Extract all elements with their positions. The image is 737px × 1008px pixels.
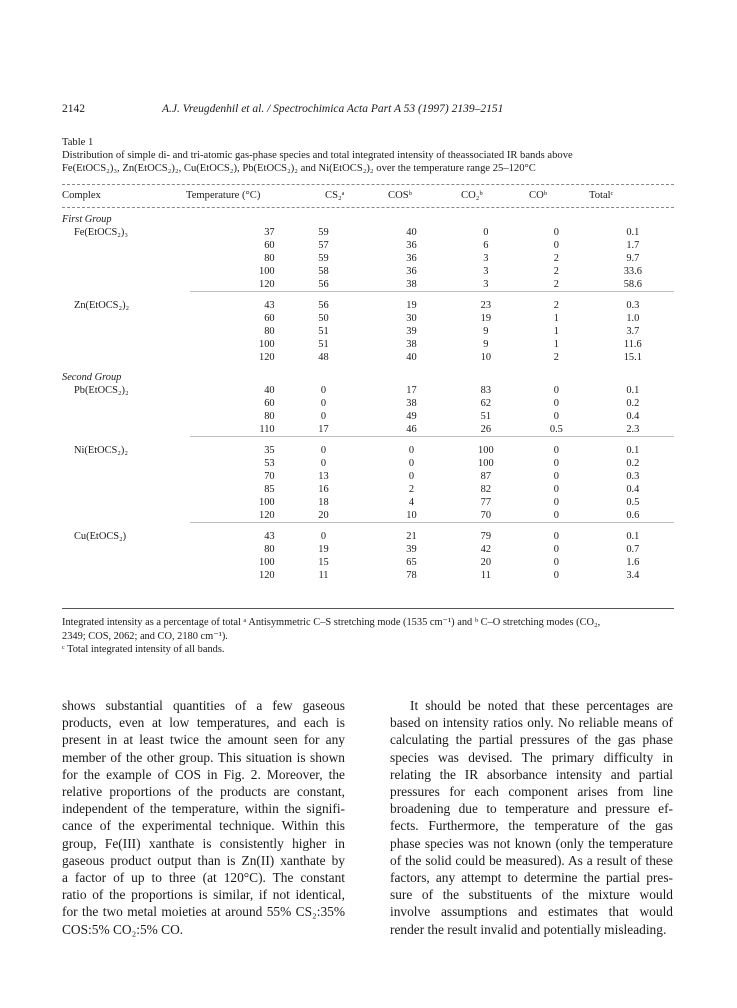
cos-cell: 39 xyxy=(406,544,417,555)
table-row xyxy=(62,543,674,556)
co-cell: 0 xyxy=(553,411,559,422)
cs2-cell: 51 xyxy=(318,326,329,337)
temperature-cell: 80 xyxy=(264,544,275,555)
data-table xyxy=(62,213,674,582)
cos-cell: 10 xyxy=(406,510,417,521)
total-cell: 0.4 xyxy=(626,411,640,422)
header-cs2: CS₂ᵃ xyxy=(325,190,345,201)
complex-name-cell xyxy=(62,496,190,509)
total-cell: 2.3 xyxy=(626,424,640,435)
complex-name-cell xyxy=(62,252,190,265)
body-text-line: involve assumptions and estimates that would xyxy=(390,904,673,920)
temperature-cell: 100 xyxy=(259,339,275,350)
co-cell: 2 xyxy=(553,279,559,290)
temperature-cell: 35 xyxy=(264,445,275,456)
table-row xyxy=(62,470,674,483)
cs2-cell: 11 xyxy=(318,570,329,581)
complex-name-cell xyxy=(62,265,190,278)
temperature-cell: 53 xyxy=(264,458,275,469)
temperature-cell: 85 xyxy=(264,484,275,495)
complex-name-cell xyxy=(62,312,190,325)
complex-name-cell xyxy=(62,423,190,437)
body-text-line: for the example of COS in Fig. 2. Moreover, the xyxy=(62,766,345,782)
row-separator xyxy=(62,523,674,531)
table-row xyxy=(62,483,674,496)
complex-name-cell xyxy=(62,509,190,523)
header-total: Totalᶜ xyxy=(589,190,614,201)
table-caption-line-2: Fe(EtOCS₂)₃, Zn(EtOCS₂)₂, Cu(EtOCS₂), Pb(EtOCS₂)₂ and Ni(EtOCS₂)₂ over the temperature range 25–120°C xyxy=(62,163,536,175)
table-row xyxy=(62,397,674,410)
total-cell: 0.6 xyxy=(626,510,640,521)
co-cell: 0 xyxy=(553,445,559,456)
co-cell: 0 xyxy=(553,557,559,568)
table-row xyxy=(62,384,674,397)
cos-cell: 40 xyxy=(406,227,417,238)
group-label: Second Group xyxy=(62,372,122,383)
cs2-cell: 0 xyxy=(320,385,327,396)
cos-cell: 36 xyxy=(406,253,417,264)
cs2-cell: 19 xyxy=(318,544,329,555)
complex-name-cell xyxy=(62,325,190,338)
body-text-line: independent of the temperature, within the signifi- xyxy=(62,801,345,817)
co2-cell: 6 xyxy=(483,240,489,251)
co-cell: 0 xyxy=(553,471,559,482)
table-top-rule xyxy=(62,184,674,185)
cos-cell: 0 xyxy=(408,445,415,456)
body-text-line: It should be noted that these percentages are xyxy=(410,698,673,713)
total-cell: 0.1 xyxy=(626,385,640,396)
co2-cell: 26 xyxy=(480,424,492,435)
temperature-cell: 37 xyxy=(264,227,275,238)
co-cell: 0 xyxy=(553,385,559,396)
table-row xyxy=(62,457,674,470)
body-text-line: based on intensity ratios only. No reliable means of xyxy=(390,715,673,731)
body-text-line: products, even at low temperatures, and each is xyxy=(62,715,345,731)
row-separator xyxy=(62,364,674,371)
cos-cell: 46 xyxy=(406,424,417,435)
complex-name-cell xyxy=(62,470,190,483)
complex-name-cell: Cu(EtOCS₂) xyxy=(74,531,127,542)
total-cell: 9.7 xyxy=(626,253,640,264)
separator-line xyxy=(190,364,674,371)
cos-cell: 0 xyxy=(408,471,415,482)
body-text-line: species was devised. The primary difficulty in xyxy=(390,749,673,765)
table-row xyxy=(62,338,674,351)
footnote-line-1: Integrated intensity as a percentage of total ᵃ Antisymmetric C–S stretching mode (1535 cm⁻¹) and ᵇ C–O stretching modes (CO₂, xyxy=(62,617,601,628)
cos-cell: 65 xyxy=(406,557,417,568)
temperature-cell: 60 xyxy=(264,240,275,251)
co-cell: 0 xyxy=(553,484,559,495)
table-row xyxy=(62,509,674,523)
cos-cell: 49 xyxy=(406,411,417,422)
cos-cell: 38 xyxy=(406,398,417,409)
total-cell: 3.4 xyxy=(626,570,640,581)
complex-name-cell xyxy=(62,278,190,292)
body-text-line: render the result invalid and potentially misleading. xyxy=(390,921,667,937)
group-label: First Group xyxy=(62,214,112,225)
co2-cell: 51 xyxy=(480,411,492,422)
body-text-line: ratio of the proportions is similar, if not identical, xyxy=(62,887,345,903)
total-cell: 0.1 xyxy=(626,445,640,456)
body-text-line: COS:5% CO₂:5% CO. xyxy=(62,921,184,937)
complex-name-cell xyxy=(62,397,190,410)
total-cell: 58.6 xyxy=(623,279,642,290)
cs2-cell: 16 xyxy=(318,484,329,495)
cs2-cell: 57 xyxy=(318,240,329,251)
co2-cell: 82 xyxy=(480,484,492,495)
table-bottom-rule xyxy=(62,608,674,609)
body-text-line: broadening due to temperature and pressure ef- xyxy=(390,801,673,817)
group-label-row xyxy=(62,371,674,384)
complex-name-cell xyxy=(62,351,190,364)
table-row xyxy=(62,252,674,265)
temperature-cell: 43 xyxy=(264,531,275,542)
co-cell: 0 xyxy=(553,458,559,469)
cs2-cell: 50 xyxy=(318,313,329,324)
journal-citation: A.J. Vreugdenhil et al. / Spectrochimica Acta Part A 53 (1997) 2139–2151 xyxy=(162,103,504,115)
temperature-cell: 70 xyxy=(264,471,275,482)
body-text-line: cance of the experimental technique. Within this xyxy=(62,818,345,834)
cos-cell: 0 xyxy=(408,458,415,469)
complex-name-cell xyxy=(62,457,190,470)
cos-cell: 4 xyxy=(408,497,415,508)
separator-cell xyxy=(62,523,190,531)
cos-cell: 78 xyxy=(406,570,417,581)
co2-cell: 3 xyxy=(483,266,489,277)
body-text-line: relative proportions of the products are constant, xyxy=(62,784,345,800)
cs2-cell: 59 xyxy=(318,253,329,264)
cs2-cell: 0 xyxy=(320,458,327,469)
co-cell: 0 xyxy=(553,398,559,409)
total-cell: 1.7 xyxy=(626,240,640,251)
table-row xyxy=(62,226,674,239)
cos-cell: 36 xyxy=(406,266,417,277)
co2-cell: 10 xyxy=(480,352,492,363)
co-cell: 0 xyxy=(553,510,559,521)
complex-name-cell: Ni(EtOCS₂)₂ xyxy=(74,445,129,456)
co2-cell: 42 xyxy=(480,544,492,555)
co2-cell: 100 xyxy=(478,445,494,456)
cs2-cell: 15 xyxy=(318,557,329,568)
complex-name-cell xyxy=(62,239,190,252)
body-text-line: of the solid could be measured). As a result of these xyxy=(390,852,673,868)
total-cell: 0.7 xyxy=(626,544,640,555)
cos-cell: 30 xyxy=(406,313,417,324)
co2-cell: 9 xyxy=(483,326,489,337)
footnote-line-3: ᶜ Total integrated intensity of all bands. xyxy=(62,644,225,655)
body-text-line: for the two metal moieties at around 55% CS₂:35% xyxy=(62,904,345,920)
cs2-cell: 0 xyxy=(320,398,327,409)
co-cell: 0 xyxy=(553,227,559,238)
cos-cell: 2 xyxy=(408,484,415,495)
table-row xyxy=(62,325,674,338)
cs2-cell: 0 xyxy=(320,411,327,422)
header-cos: COSᵇ xyxy=(388,190,412,201)
total-cell: 3.7 xyxy=(626,326,640,337)
body-text-line: fects. Furthermore, the temperature of the gas xyxy=(390,818,673,834)
table-header-rule xyxy=(62,207,674,208)
co-cell: 0 xyxy=(553,531,559,542)
total-cell: 0.2 xyxy=(626,458,640,469)
temperature-cell: 100 xyxy=(259,266,275,277)
cos-cell: 38 xyxy=(406,279,417,290)
separator-cell xyxy=(62,437,190,445)
table-row xyxy=(62,265,674,278)
body-text-line: present in at least twice the amount seen for any xyxy=(62,732,345,748)
separator-line xyxy=(190,437,674,445)
temperature-cell: 100 xyxy=(259,557,275,568)
co-cell: 1 xyxy=(553,326,559,337)
co2-cell: 83 xyxy=(480,385,492,396)
total-cell: 11.6 xyxy=(623,339,642,350)
cs2-cell: 56 xyxy=(318,279,329,290)
complex-name-cell xyxy=(62,410,190,423)
co-cell: 2 xyxy=(553,352,559,363)
co2-cell: 20 xyxy=(480,557,492,568)
table-row xyxy=(62,239,674,252)
total-cell: 0.3 xyxy=(626,300,640,311)
body-text-left-column xyxy=(62,697,345,938)
total-cell: 1.6 xyxy=(626,557,640,568)
co2-cell: 87 xyxy=(480,471,492,482)
table-row xyxy=(62,278,674,292)
cs2-cell: 0 xyxy=(320,445,327,456)
temperature-cell: 80 xyxy=(264,411,275,422)
table-label: Table 1 xyxy=(62,137,94,148)
cs2-cell: 51 xyxy=(318,339,329,350)
row-separator xyxy=(62,437,674,445)
co2-cell: 77 xyxy=(480,497,492,508)
temperature-cell: 80 xyxy=(264,326,275,337)
co-cell: 1 xyxy=(553,339,559,350)
body-text-line: member of the other group. This situation is shown xyxy=(62,749,345,765)
complex-name-cell: Fe(EtOCS₂)₃ xyxy=(74,227,129,238)
co2-cell: 19 xyxy=(480,313,492,324)
table-caption-line-1: Distribution of simple di- and tri-atomic gas-phase species and total integrated intensity of theassociated IR bands above xyxy=(62,150,573,162)
cos-cell: 21 xyxy=(406,531,417,542)
total-cell: 0.2 xyxy=(626,398,640,409)
cs2-cell: 13 xyxy=(318,471,329,482)
cos-cell: 38 xyxy=(406,339,417,350)
header-co: COᵇ xyxy=(529,190,547,201)
body-text-line: factors, any attempt to determine the partial pres- xyxy=(390,870,673,886)
co2-cell: 23 xyxy=(480,300,492,311)
body-text-line: gaseous product output than is Zn(II) xanthate by xyxy=(62,852,345,868)
table-row xyxy=(62,530,674,543)
body-text-line: group, Fe(III) xanthate is consistently higher in xyxy=(62,835,345,851)
total-cell: 1.0 xyxy=(626,313,640,324)
table-row xyxy=(62,444,674,457)
temperature-cell: 120 xyxy=(259,510,275,521)
cs2-cell: 56 xyxy=(318,300,329,311)
co2-cell: 9 xyxy=(483,339,489,350)
temperature-cell: 43 xyxy=(264,300,275,311)
body-text-line: calculating the partial pressures of the gas phase xyxy=(390,732,673,748)
cs2-cell: 58 xyxy=(318,266,329,277)
table-caption xyxy=(62,136,674,176)
co2-cell: 79 xyxy=(480,531,492,542)
header-co2: CO₂ᵇ xyxy=(461,190,483,201)
cs2-cell: 59 xyxy=(318,227,329,238)
table-body xyxy=(62,213,674,582)
co-cell: 2 xyxy=(553,266,559,277)
table-row xyxy=(62,556,674,569)
cs2-cell: 0 xyxy=(320,531,327,542)
cs2-cell: 20 xyxy=(318,510,329,521)
temperature-cell: 110 xyxy=(259,424,275,435)
cos-cell: 40 xyxy=(406,352,417,363)
row-separator xyxy=(62,292,674,300)
temperature-cell: 80 xyxy=(264,253,275,264)
cos-cell: 36 xyxy=(406,240,417,251)
table-row xyxy=(62,423,674,437)
co-cell: 0 xyxy=(553,544,559,555)
co-cell: 2 xyxy=(553,253,559,264)
temperature-cell: 120 xyxy=(259,279,275,290)
temperature-cell: 40 xyxy=(264,385,275,396)
cs2-cell: 17 xyxy=(318,424,329,435)
body-text-line: shows substantial quantities of a few gaseous xyxy=(62,698,345,713)
temperature-cell: 120 xyxy=(259,352,275,363)
co-cell: 0 xyxy=(553,570,559,581)
total-cell: 0.3 xyxy=(626,471,640,482)
temperature-cell: 60 xyxy=(264,398,275,409)
temperature-cell: 100 xyxy=(259,497,275,508)
temperature-cell: 60 xyxy=(264,313,275,324)
header-complex: Complex xyxy=(62,190,101,201)
complex-name-cell: Pb(EtOCS₂)₂ xyxy=(74,385,129,396)
complex-name-cell xyxy=(62,569,190,582)
group-label-row xyxy=(62,213,674,226)
table-row xyxy=(62,351,674,364)
co2-cell: 0 xyxy=(483,227,489,238)
body-text-line: relating the IR absorbance intensity and partial xyxy=(390,766,673,782)
co2-cell: 3 xyxy=(483,279,489,290)
complex-name-cell xyxy=(62,556,190,569)
table-row xyxy=(62,410,674,423)
complex-name-cell xyxy=(62,543,190,556)
temperature-cell: 120 xyxy=(259,570,275,581)
total-cell: 0.1 xyxy=(626,227,640,238)
complex-name-cell: Zn(EtOCS₂)₂ xyxy=(74,300,130,311)
body-text-right-column xyxy=(390,697,673,938)
total-cell: 0.1 xyxy=(626,531,640,542)
cos-cell: 17 xyxy=(406,385,417,396)
complex-name-cell xyxy=(62,338,190,351)
cs2-cell: 48 xyxy=(318,352,329,363)
body-text-line: pressures for each component arises from line xyxy=(390,784,673,800)
co2-cell: 70 xyxy=(480,510,492,521)
cs2-cell: 18 xyxy=(318,497,329,508)
co-cell: 2 xyxy=(553,300,559,311)
co2-cell: 62 xyxy=(480,398,492,409)
cos-cell: 39 xyxy=(406,326,417,337)
co2-cell: 3 xyxy=(483,253,489,264)
co-cell: 0 xyxy=(553,497,559,508)
body-text-line: phase species was not known (only the temperature xyxy=(390,835,673,851)
co-cell: 0 xyxy=(553,240,559,251)
separator-line xyxy=(190,292,674,300)
table-row xyxy=(62,312,674,325)
total-cell: 33.6 xyxy=(623,266,642,277)
co-cell: 1 xyxy=(553,313,559,324)
table-row xyxy=(62,496,674,509)
footnote-line-2: 2349; COS, 2062; and CO, 2180 cm⁻¹). xyxy=(62,630,228,642)
body-text-line: sure of the substituents of the mixture would xyxy=(390,887,673,903)
table-footnotes xyxy=(62,616,674,657)
separator-cell xyxy=(62,364,190,371)
table-row xyxy=(62,569,674,582)
co-cell: 0.5 xyxy=(549,424,563,435)
separator-cell xyxy=(62,292,190,300)
co2-cell: 11 xyxy=(480,570,491,581)
total-cell: 0.5 xyxy=(626,497,640,508)
total-cell: 0.4 xyxy=(626,484,640,495)
page-number: 2142 xyxy=(62,103,85,115)
body-text-line: a factor of up to three (at 120°C). The constant xyxy=(62,870,345,886)
cos-cell: 19 xyxy=(406,300,417,311)
table-row xyxy=(62,299,674,312)
header-temperature: Temperature (°C) xyxy=(186,190,261,201)
total-cell: 15.1 xyxy=(623,352,642,363)
separator-line xyxy=(190,523,674,531)
co2-cell: 100 xyxy=(478,458,494,469)
complex-name-cell xyxy=(62,483,190,496)
